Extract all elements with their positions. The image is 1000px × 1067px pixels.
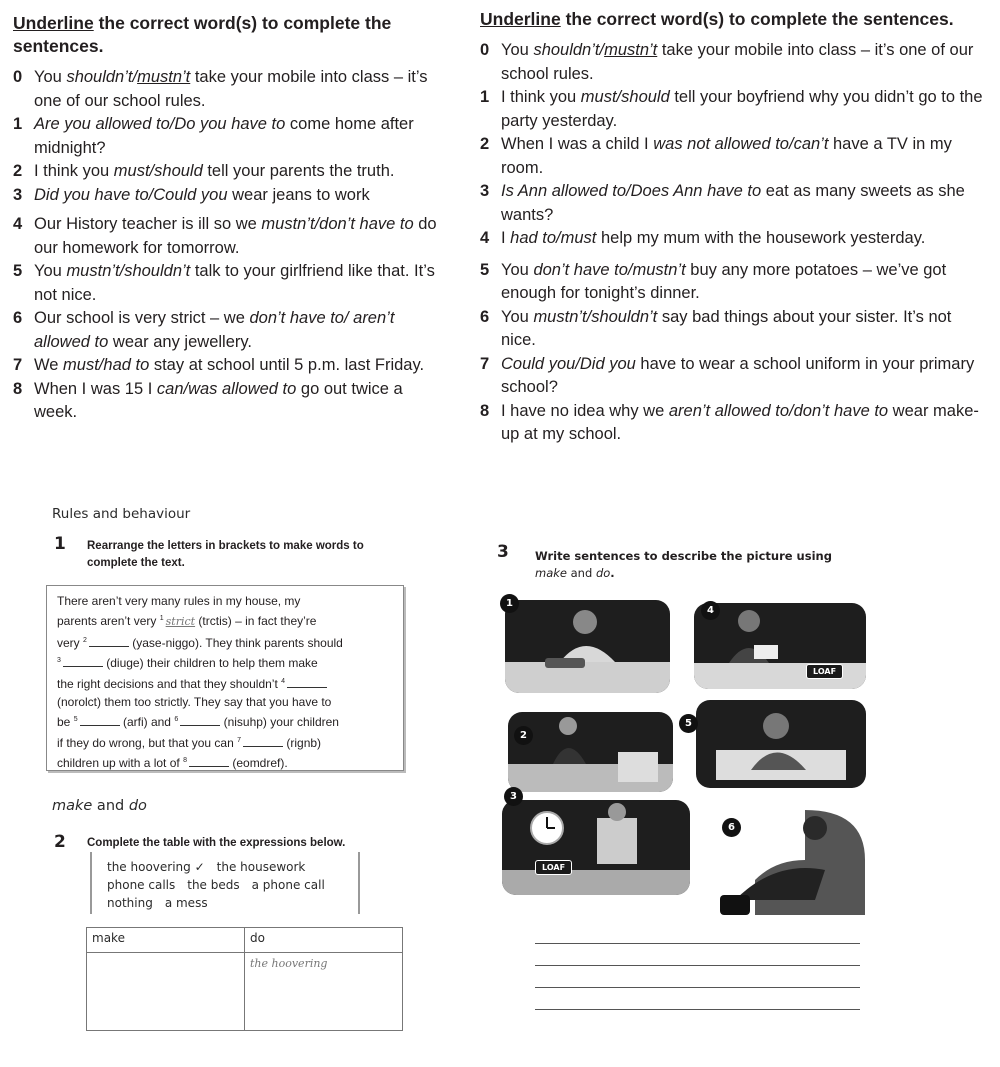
- word-choice[interactable]: was not allowed to/can’t: [653, 135, 829, 153]
- sentence-text: talk to your girlfriend like that. It’s not nice.: [34, 262, 435, 304]
- right-heading-underlined: Underline: [480, 9, 561, 29]
- picture-badge-5: 5: [679, 714, 698, 733]
- word-choice[interactable]: shouldn’t/: [66, 68, 138, 86]
- ex1-line-5: the right decisions and that they shouldn’t $^4$: [57, 673, 395, 693]
- ex1-line-1: There aren’t very many rules in my house, my: [57, 594, 301, 608]
- sentence-text: say bad things about your sister. It’s not nice.: [501, 307, 952, 349]
- ex1-blank-8[interactable]: [189, 755, 229, 767]
- sentence-number: 6: [13, 309, 23, 327]
- writing-line-4[interactable]: [535, 1009, 860, 1010]
- right-sentence-8: [480, 400, 990, 447]
- picture-badge-2: 2: [514, 726, 533, 745]
- sentence-text: do our homework for tomorrow.: [34, 215, 437, 257]
- left-sentence-6: [13, 307, 443, 354]
- make-do-table: [86, 927, 403, 1031]
- loaf-sign-1: LOAF: [806, 664, 843, 679]
- sentence-text: have to wear a school uniform in your primary school?: [501, 354, 975, 396]
- left-heading-rest: the correct word(s) to complete the sentences.: [13, 13, 392, 56]
- table-header-do: do: [245, 928, 403, 953]
- sentence-number: 3: [13, 185, 23, 204]
- right-sentence-5: [480, 259, 990, 306]
- word-choice[interactable]: shouldn’t/: [533, 41, 605, 59]
- sentence-number: 1: [480, 88, 490, 106]
- sentence-number: 0: [480, 41, 490, 59]
- left-heading: [13, 12, 443, 58]
- left-sentence-7: [13, 354, 443, 378]
- sentence-number: 5: [480, 260, 490, 279]
- exercise-3-number: 3: [497, 542, 509, 562]
- sentence-number: 5: [13, 262, 23, 280]
- word-choice[interactable]: Is Ann allowed to/Does Ann have to: [501, 182, 762, 200]
- word-choice[interactable]: must/had to: [63, 356, 150, 374]
- sentence-text: I have no idea why we: [501, 401, 669, 420]
- left-sentence-8: [13, 378, 443, 425]
- sentence-text: wear make-up at my school.: [501, 401, 979, 443]
- right-sentence-2: [480, 133, 990, 180]
- loaf-sign-2: LOAF: [535, 860, 572, 875]
- sentence-number: 1: [13, 115, 23, 133]
- word-choice[interactable]: Are you allowed to/Do you have to: [34, 115, 286, 133]
- sentence-number: 4: [480, 229, 490, 247]
- ex1-blank-5[interactable]: [80, 714, 120, 726]
- sentence-text: Our school is very strict – we: [34, 309, 250, 327]
- word-row-2: phone calls the beds a phone call: [107, 878, 325, 892]
- ex1-answer-1[interactable]: strict: [165, 615, 196, 629]
- word-choice[interactable]: Did you have to/Could you: [34, 185, 228, 204]
- word-choice[interactable]: mustn’t/shouldn’t: [533, 307, 658, 326]
- ex1-line-9: children up with a lot of $^8$ (eomdref).: [57, 756, 288, 771]
- sentence-number: 2: [480, 135, 490, 153]
- word-choice[interactable]: mustn’t: [604, 41, 658, 59]
- sentence-text: You: [501, 260, 534, 279]
- sentence-text: take your mobile into class – it’s one of our school rules.: [501, 41, 974, 83]
- word-choice[interactable]: don’t have to/ aren’t allowed to: [34, 309, 395, 351]
- ex1-line-7: be $^5$ (arfi) and $^6$ (nisuhp) your children: [57, 715, 339, 730]
- picture-badge-4: 4: [701, 601, 720, 620]
- ex1-blank-6[interactable]: [180, 714, 220, 726]
- right-sentence-4: [480, 227, 990, 251]
- sentence-text: You: [34, 262, 67, 280]
- scene-3-illustration: [502, 800, 690, 895]
- section-title: Rules and behaviour: [52, 506, 191, 522]
- make-do-subheading: make and do: [52, 798, 147, 814]
- sentence-text: stay at school until 5 p.m. last Friday.: [149, 356, 425, 374]
- word-choice[interactable]: aren’t allowed to/don’t have to: [668, 401, 889, 420]
- word-choice[interactable]: don’t have to/mustn’t: [533, 260, 686, 279]
- word-choice[interactable]: can/was allowed to: [156, 379, 297, 398]
- picture-panel-5: [696, 700, 866, 788]
- word-choice[interactable]: mustn’t/shouldn’t: [66, 262, 191, 280]
- sentence-text: help my mum with the housework yesterday.: [596, 229, 926, 247]
- sentence-text: I: [501, 229, 511, 247]
- scene-5-illustration: [696, 700, 866, 788]
- sentence-text: You: [34, 68, 67, 86]
- sentence-text: I think you: [34, 162, 114, 180]
- table-cell-make[interactable]: [87, 953, 245, 1031]
- right-exercise: [480, 0, 990, 447]
- ex1-line-4: $^3$ (diuge) their children to help them make: [57, 656, 318, 671]
- sentence-number: 6: [480, 307, 490, 326]
- scene-2-illustration: [508, 712, 673, 792]
- sentence-number: 7: [13, 356, 23, 374]
- sentence-text: You: [501, 307, 534, 326]
- sentence-text: tell your boyfriend why you didn’t go to the party yesterday.: [501, 88, 983, 130]
- ex1-line-3: very $^2$ (yase-niggo). They think parents should: [57, 635, 343, 650]
- sentence-text: When I was a child I: [501, 135, 654, 153]
- exercise-1-number: 1: [54, 534, 66, 554]
- left-sentence-3: [13, 184, 443, 208]
- word-choice[interactable]: mustn’t/don’t have to: [261, 215, 414, 233]
- picture-panel-2: [508, 712, 673, 792]
- word-row-1: the hoovering ✓ the housework: [107, 860, 306, 874]
- word-box: [90, 852, 360, 914]
- sentence-text: Our History teacher is ill so we: [34, 215, 262, 233]
- ex1-line-8: if they do wrong, but that you can $^7$ (rignb): [57, 735, 322, 750]
- picture-panel-1: [505, 600, 670, 693]
- picture-badge-6: 6: [722, 818, 741, 837]
- picture-panel-3: [502, 800, 690, 895]
- word-choice[interactable]: must/should: [580, 88, 670, 106]
- ex1-line-2: parents aren’t very $^1$ strict (trctis) – in fact they’re: [57, 614, 317, 629]
- left-heading-underlined: Underline: [13, 13, 94, 33]
- right-sentence-6: [480, 306, 990, 353]
- scene-6-armchair-illustration: [715, 800, 867, 917]
- sentence-text: take your mobile into class – it’s one of our school rules.: [34, 68, 428, 110]
- exercise-3-instruction: Write sentences to describe the picture using make and do.: [535, 549, 832, 580]
- right-sentence-list: [480, 39, 990, 447]
- table-answer-do: the hoovering: [250, 957, 328, 970]
- left-sentence-1: [13, 113, 443, 160]
- word-choice[interactable]: must/should: [113, 162, 203, 180]
- exercise-1-instruction: Rearrange the letters in brackets to make words to complete the text.: [87, 540, 364, 569]
- sentence-number: 7: [480, 354, 490, 373]
- right-sentence-0: [480, 39, 990, 86]
- right-sentence-3: [480, 180, 990, 227]
- sentence-text: go out twice a week.: [34, 379, 403, 421]
- sentence-text: eat as many sweets as she wants?: [501, 182, 965, 224]
- sentence-number: 0: [13, 68, 23, 86]
- sentence-number: 8: [13, 379, 23, 398]
- sentence-text: When I was 15 I: [34, 379, 157, 398]
- sentence-number: 3: [480, 182, 490, 200]
- word-choice[interactable]: mustn’t: [137, 68, 191, 86]
- writing-line-3[interactable]: [535, 987, 860, 988]
- right-sentence-1: [480, 86, 990, 133]
- exercise-1-text-box: [46, 585, 404, 771]
- sentence-number: 2: [13, 162, 23, 180]
- word-row-3: nothing a mess: [107, 896, 208, 910]
- word-choice[interactable]: Could you/Did you: [501, 354, 636, 373]
- ex1-blank-3[interactable]: [63, 655, 103, 667]
- left-sentence-2: [13, 160, 443, 184]
- left-sentence-list: [13, 66, 443, 425]
- word-choice[interactable]: had to/must: [510, 229, 597, 247]
- sentence-text: I think you: [501, 88, 581, 106]
- sentence-text: wear any jewellery.: [108, 332, 252, 351]
- sentence-text: We: [34, 356, 64, 374]
- right-heading-rest: the correct word(s) to complete the sentences.: [560, 9, 954, 29]
- sentence-text: come home after midnight?: [34, 115, 414, 157]
- ex1-blank-2[interactable]: [89, 635, 129, 647]
- sentence-text: buy any more potatoes – we’ve got enough for tonight’s dinner.: [501, 260, 947, 302]
- sentence-number: 8: [480, 401, 490, 420]
- ex1-blank-4[interactable]: [287, 676, 327, 688]
- left-sentence-5: [13, 260, 443, 307]
- left-sentence-0: [13, 66, 443, 113]
- right-heading: [480, 8, 990, 31]
- writing-line-1[interactable]: [535, 943, 860, 944]
- ex1-blank-7[interactable]: [243, 735, 283, 747]
- picture-badge-3: 3: [504, 787, 523, 806]
- sentence-text: tell your parents the truth.: [202, 162, 395, 180]
- exercise-2-number: 2: [54, 832, 66, 852]
- writing-line-2[interactable]: [535, 965, 860, 966]
- right-sentence-7: [480, 353, 990, 400]
- left-exercise: [13, 0, 443, 425]
- sentence-number: 4: [13, 215, 23, 233]
- table-header-make: make: [87, 928, 245, 953]
- picture-panel-6: [715, 800, 867, 917]
- sentence-text: You: [501, 41, 534, 59]
- left-sentence-4: [13, 213, 443, 260]
- exercise-2-instruction: Complete the table with the expressions below.: [87, 837, 346, 849]
- sentence-text: have a TV in my room.: [501, 135, 952, 177]
- ex1-line-6: (norolct) them too strictly. They say that you have to: [57, 695, 332, 710]
- table-cell-do[interactable]: [245, 953, 403, 1031]
- picture-badge-1: 1: [500, 594, 519, 613]
- sentence-text: wear jeans to work: [227, 185, 370, 204]
- scene-1-illustration: [505, 600, 670, 693]
